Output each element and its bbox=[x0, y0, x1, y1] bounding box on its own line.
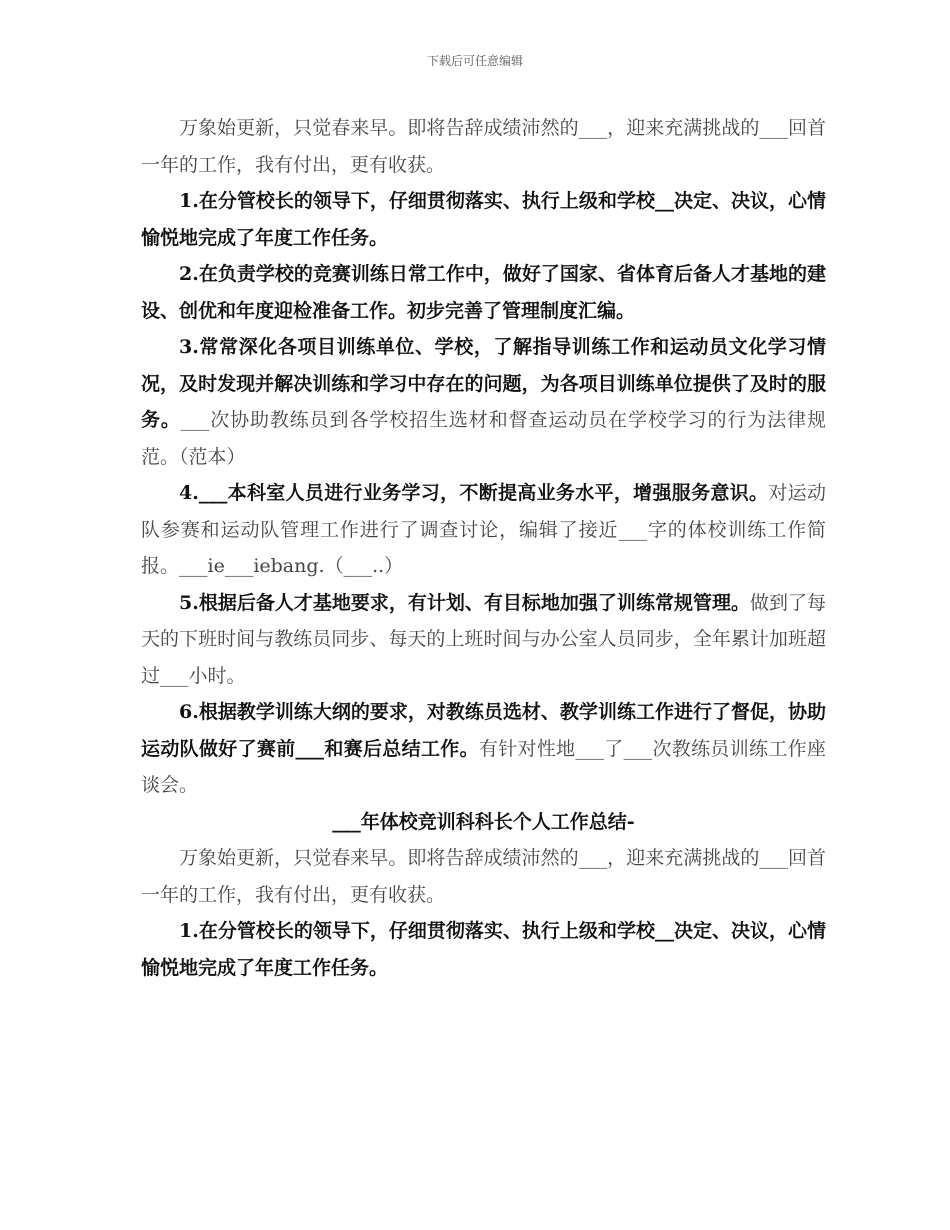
section-title bbox=[141, 804, 826, 841]
text-run: ___次协助教练员到各学校招生选材和督查运动员在学校学习的行为法律规范。（范本） bbox=[141, 409, 826, 468]
paragraph bbox=[141, 840, 826, 913]
bold-text-run: 1.在分管校长的领导下，仔细贯彻落实、执行上级和学校__决定、决议，心情愉悦地完成了年度工作任务。 bbox=[141, 920, 826, 979]
paragraph bbox=[141, 183, 826, 256]
paragraph bbox=[141, 256, 826, 329]
text-run: 做到了每天的下班时间与教练员同步、每天的上班时间与办公室人员同步，全年累计加班超过___小时。 bbox=[141, 591, 826, 687]
paragraph bbox=[141, 110, 826, 183]
bold-text-run: 4.___本科室人员进行业务学习，不断提高业务水平，增强服务意识。 bbox=[179, 482, 769, 504]
text-run: 对运动队参赛和运动队管理工作进行了调查讨论，编辑了接近___字的体校训练工作简报。___ie___iebang.（___..） bbox=[141, 482, 826, 577]
paragraph bbox=[141, 475, 826, 585]
text-run: 万象始更新，只觉春来早。即将告辞成绩沛然的___，迎来充满挑战的___回首一年的工作，我有付出，更有收获。 bbox=[141, 117, 826, 176]
bold-text-run: 3.常常深化各项目训练单位、学校，了解指导训练工作和运动员文化学习情况，及时发现并解决训练和学习中存在的问题，为各项目训练单位提供了及时的服务。 bbox=[141, 336, 826, 431]
bold-text-run: 1.在分管校长的领导下，仔细贯彻落实、执行上级和学校__决定、决议，心情愉悦地完成了年度工作任务。 bbox=[141, 190, 826, 249]
paragraph bbox=[141, 694, 826, 804]
paragraph bbox=[141, 585, 826, 695]
paragraph bbox=[141, 329, 826, 475]
bold-text-run: 5.根据后备人才基地要求，有计划、有目标地加强了训练常规管理。 bbox=[179, 591, 750, 614]
page-header: 下载后可任意编辑 bbox=[426, 54, 523, 68]
bold-text-run: 2.在负责学校的竞赛训练日常工作中，做好了国家、省体育后备人才基地的建设、创优和年度迎检准备工作。初步完善了管理制度汇编。 bbox=[141, 263, 826, 322]
document-body bbox=[141, 110, 826, 986]
text-run: 有针对性地___了___次教练员训练工作座谈会。 bbox=[141, 737, 826, 796]
text-run: 万象始更新，只觉春来早。即将告辞成绩沛然的___，迎来充满挑战的___回首一年的工作，我有付出，更有收获。 bbox=[141, 847, 826, 906]
bold-text-run: 6.根据教学训练大纲的要求，对教练员选材、教学训练工作进行了督促，协助运动队做好了赛前___和赛后总结工作。 bbox=[141, 701, 826, 760]
bold-text-run: ___年体校竞训科科长个人工作总结- bbox=[332, 810, 635, 833]
paragraph bbox=[141, 913, 826, 986]
